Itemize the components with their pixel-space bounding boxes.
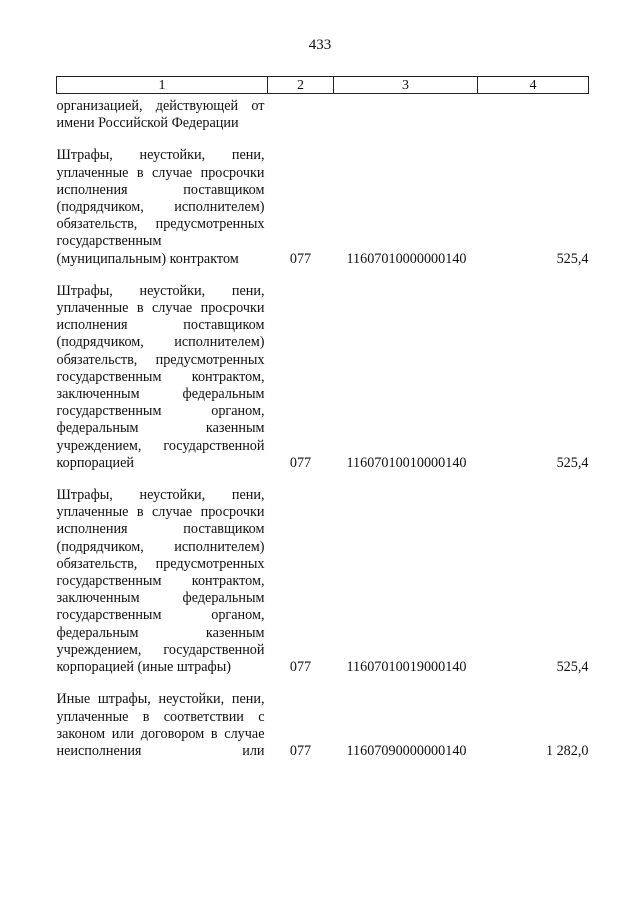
row-admin-code: 077	[289, 250, 312, 267]
row-admin-code: 077	[289, 454, 312, 471]
column-header-3: 3	[334, 77, 478, 94]
row-budget-code	[334, 94, 478, 133]
row-amount: 525,4	[556, 454, 589, 471]
row-admin-code: 077	[289, 659, 312, 676]
row-admin-code	[268, 94, 334, 133]
table-row	[57, 472, 589, 676]
row-budget-code: 11607090000000140	[346, 742, 467, 759]
row-description: Иные штрафы, неустойки, пени, уплаченные в соответствии с законом или договором в случае неисполнения или	[56, 691, 265, 759]
row-admin-code: 077	[289, 742, 312, 759]
table-row	[57, 676, 589, 760]
column-header-2: 2	[268, 77, 334, 94]
row-amount: 525,4	[556, 659, 589, 676]
row-description: Штрафы, неустойки, пени, уплаченные в случае просрочки исполнения поставщиком (подрядчиком, исполнителем) обязательств, предусмотренных государственным (муниципальным) контрактом	[56, 147, 265, 267]
row-amount: 525,4	[556, 250, 589, 267]
row-budget-code: 11607010000000140	[346, 250, 467, 267]
row-amount	[478, 94, 589, 133]
table-header-row	[57, 77, 589, 94]
row-description: Штрафы, неустойки, пени, уплаченные в случае просрочки исполнения поставщиком (подрядчиком, исполнителем) обязательств, предусмотренных государственным контрактом, заключенным федеральным государственным органом, федеральным казенным учреждением, государственной корпорацией	[56, 282, 265, 471]
row-amount: 1 282,0	[545, 742, 589, 759]
table-row	[57, 268, 589, 472]
row-budget-code: 11607010019000140	[346, 659, 467, 676]
column-header-4: 4	[478, 77, 589, 94]
table-row	[57, 94, 589, 133]
row-description: организацией, действующей от имени Российской Федерации	[56, 98, 265, 132]
row-description: Штрафы, неустойки, пени, уплаченные в случае просрочки исполнения поставщиком (подрядчиком, исполнителем) обязательств, предусмотренных государственным контрактом, заключенным федеральным государственным органом, федеральным казенным учреждением, государственной корпорацией (иные штрафы)	[56, 487, 265, 676]
column-header-1: 1	[57, 77, 268, 94]
table-row	[57, 132, 589, 267]
page-number: 433	[308, 37, 332, 53]
budget-table	[56, 76, 589, 760]
row-budget-code: 11607010010000140	[346, 454, 467, 471]
